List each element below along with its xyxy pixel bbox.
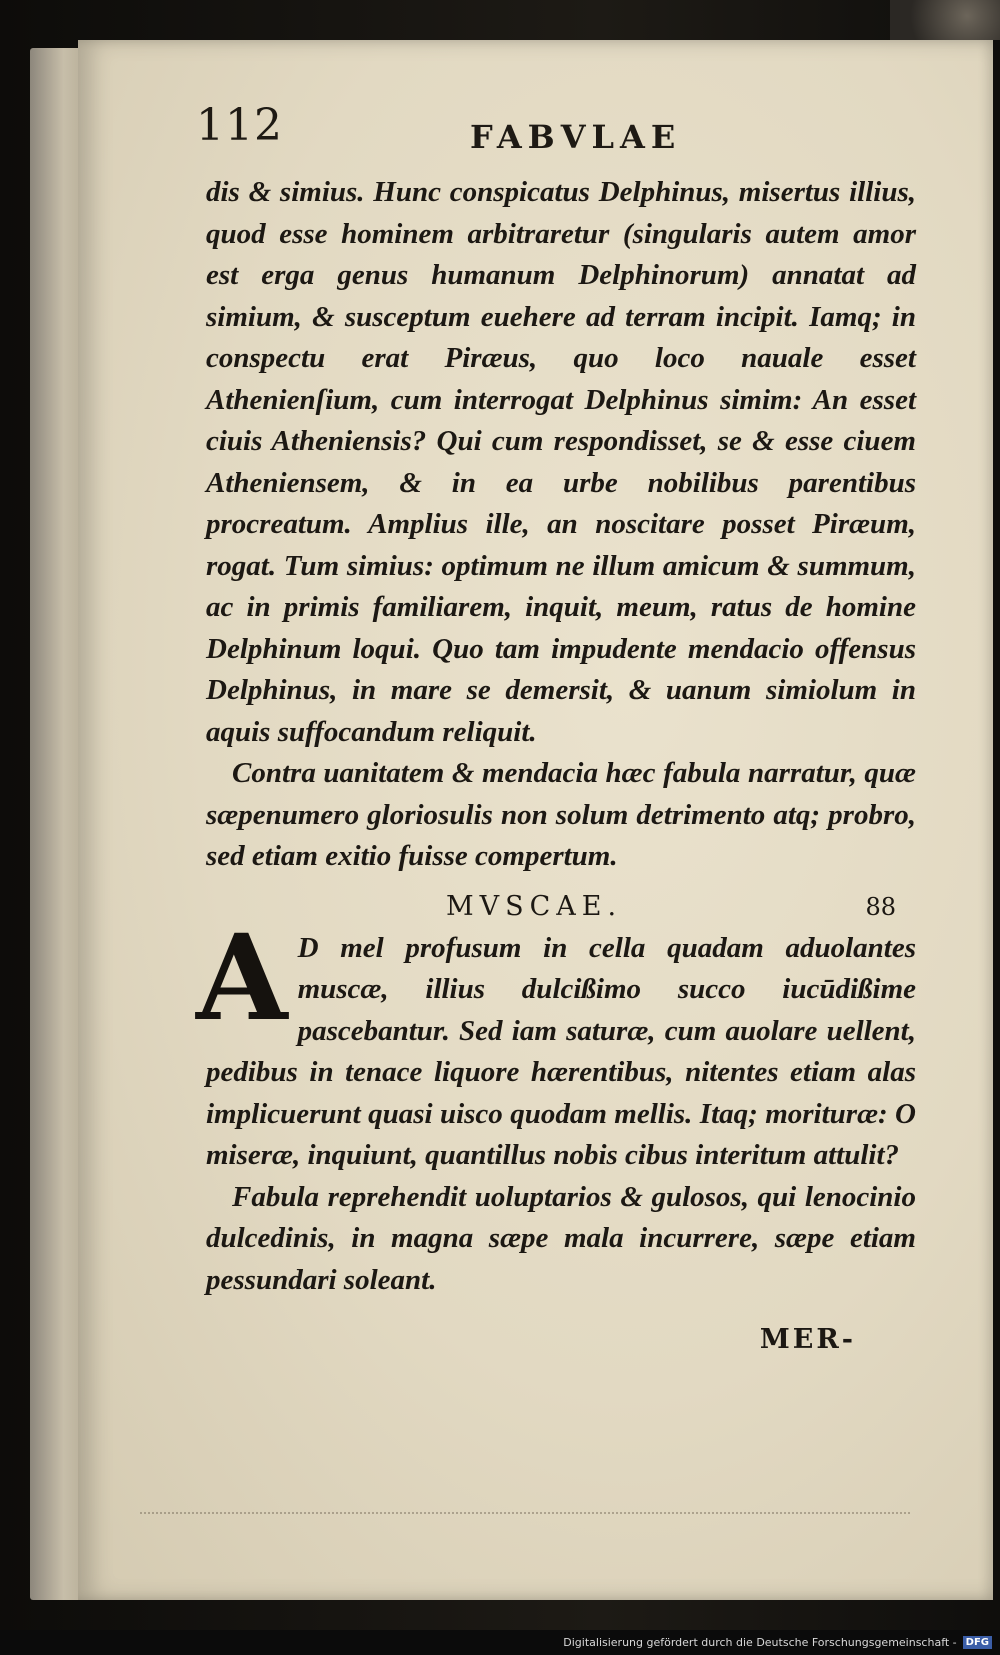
fable-title: MVSCAE. [446, 890, 623, 922]
running-head: FABVLAE [470, 118, 682, 156]
fable-number: 88 [865, 892, 896, 921]
page-rule [140, 1512, 910, 1514]
page-number: 112 [196, 100, 283, 151]
text-block [196, 172, 916, 1361]
fable-paragraph-2-text: D mel profusum in cella quadam aduolantes muscæ, illius dulcißimo succo iucūdißime pascebantur. Sed iam saturæ, cum auolare uellent, pedibus in tenace liquore hærentibus, nitentes etiam alas implicuerunt quasi uisco quodam mellis. Itaq; morituræ: O miseræ, inquiunt, quantillus nobis cibus interitum attulit? [206, 931, 916, 1171]
footer-bar [0, 1630, 1000, 1655]
fable-heading [206, 886, 916, 928]
footer-credit: Digitalisierung gefördert durch die Deutsche Forschungsgemeinschaft - [563, 1636, 957, 1649]
fable-paragraph-2 [196, 907, 916, 1177]
dfg-logo: DFG [963, 1636, 992, 1649]
drop-capital: A [196, 907, 288, 1047]
fable-moral-2: Fabula reprehendit uoluptarios & gulosos, qui lenocinio dulcedinis, in magna sæpe mala incurrere, sæpe etiam pessundari soleant. [206, 1180, 916, 1296]
fable-moral: Contra uanitatem & mendacia hæc fabula narratur, quæ sæpenumero gloriosulis non solum detrimento atq; probro, sed etiam exitio fuisse compertum. [206, 757, 916, 872]
catchword: MER- [759, 1324, 856, 1355]
fable-paragraph: dis & simius. Hunc conspicatus Delphinus, misertus illius, quod esse hominem arbitraretur (singularis autem amor est erga genus humanum Delphinorum) annatat ad simium, & susceptum euehere ad terram incipit. Iamq; in conspectu erat Piræus, quo loco nauale esset Athenienſium, cum interrogat Delphinus simim: An esset ciuis Atheniensis? Qui cum respondisset, se & esse ciuem Atheniensem, & in ea urbe nobilibus parentibus procreatum. Amplius ille, an noscitare posset Piræum, rogat. Tum simius: optimum ne illum amicum & summum, ac in primis familiarem, inquit, meum, ratus de homine Delphinum loqui. Quo tam impudente mendacio offensus Delphinus, in mare se demersit, & uanum simiolum in aquis suffocandum reliquit. [206, 176, 916, 748]
corner-shadow [890, 0, 1000, 40]
